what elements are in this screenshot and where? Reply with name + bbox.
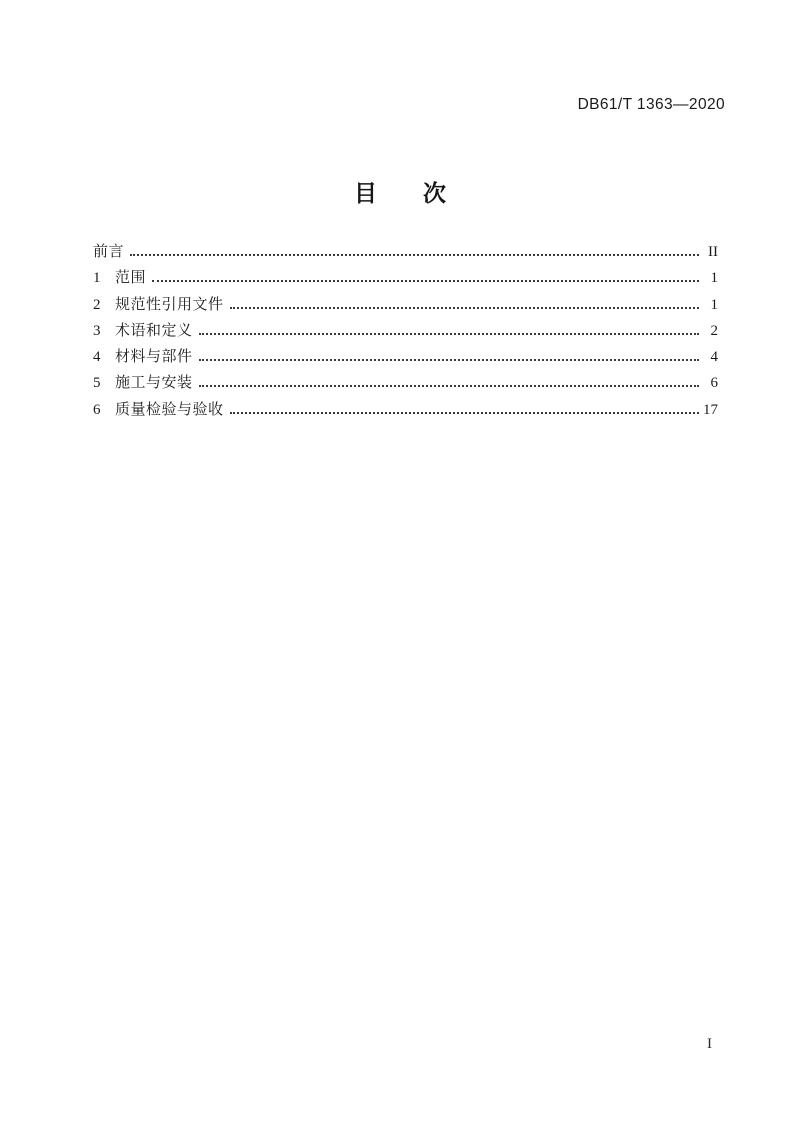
toc-row-construction-installation: [93, 370, 718, 396]
table-of-contents: [93, 239, 718, 423]
toc-entry-number: 2: [93, 296, 101, 313]
dot-leader: [199, 385, 699, 387]
toc-row-foreword: [93, 239, 718, 265]
toc-entry-number: 6: [93, 401, 101, 418]
doc-code-header: [0, 96, 725, 114]
toc-entry-title: 材料与部件: [115, 349, 193, 366]
toc-row-normative-references: [93, 292, 718, 318]
toc-entry-number: 5: [93, 375, 101, 392]
toc-entry-number: 3: [93, 322, 101, 339]
toc-entry-title: 规范性引用文件: [115, 296, 224, 313]
toc-entry-number: 4: [93, 349, 101, 366]
footer-page-number: I: [707, 1036, 712, 1052]
toc-row-scope: [93, 265, 718, 291]
toc-entry-title: 质量检验与验收: [115, 401, 224, 418]
toc-entry-title: 范围: [115, 270, 147, 287]
toc-entry-title: 施工与安装: [115, 375, 193, 392]
toc-row-materials-parts: [93, 344, 718, 370]
toc-entry-page: 6: [710, 375, 718, 392]
toc-row-terms-definitions: [93, 318, 718, 344]
doc-code: DB61/T 1363—2020: [577, 96, 725, 113]
dot-leader: [199, 333, 699, 335]
toc-entry-page: 17: [703, 401, 718, 418]
dot-leader: [130, 254, 699, 256]
dot-leader: [230, 412, 699, 414]
toc-row-quality-inspection: [93, 397, 718, 423]
page-title: 目 次: [354, 180, 446, 206]
toc-entry-page: 2: [710, 322, 718, 339]
dot-leader: [199, 359, 699, 361]
toc-entry-page: 1: [710, 296, 718, 313]
toc-entry-title: 前言: [93, 244, 125, 260]
toc-entry-page: 4: [710, 349, 718, 366]
toc-entry-title: 术语和定义: [115, 322, 193, 339]
toc-entry-number: 1: [93, 270, 101, 287]
toc-entry-page: 1: [710, 270, 718, 287]
toc-entry-page: II: [708, 244, 718, 260]
dot-leader: [152, 280, 699, 282]
dot-leader: [230, 307, 699, 309]
